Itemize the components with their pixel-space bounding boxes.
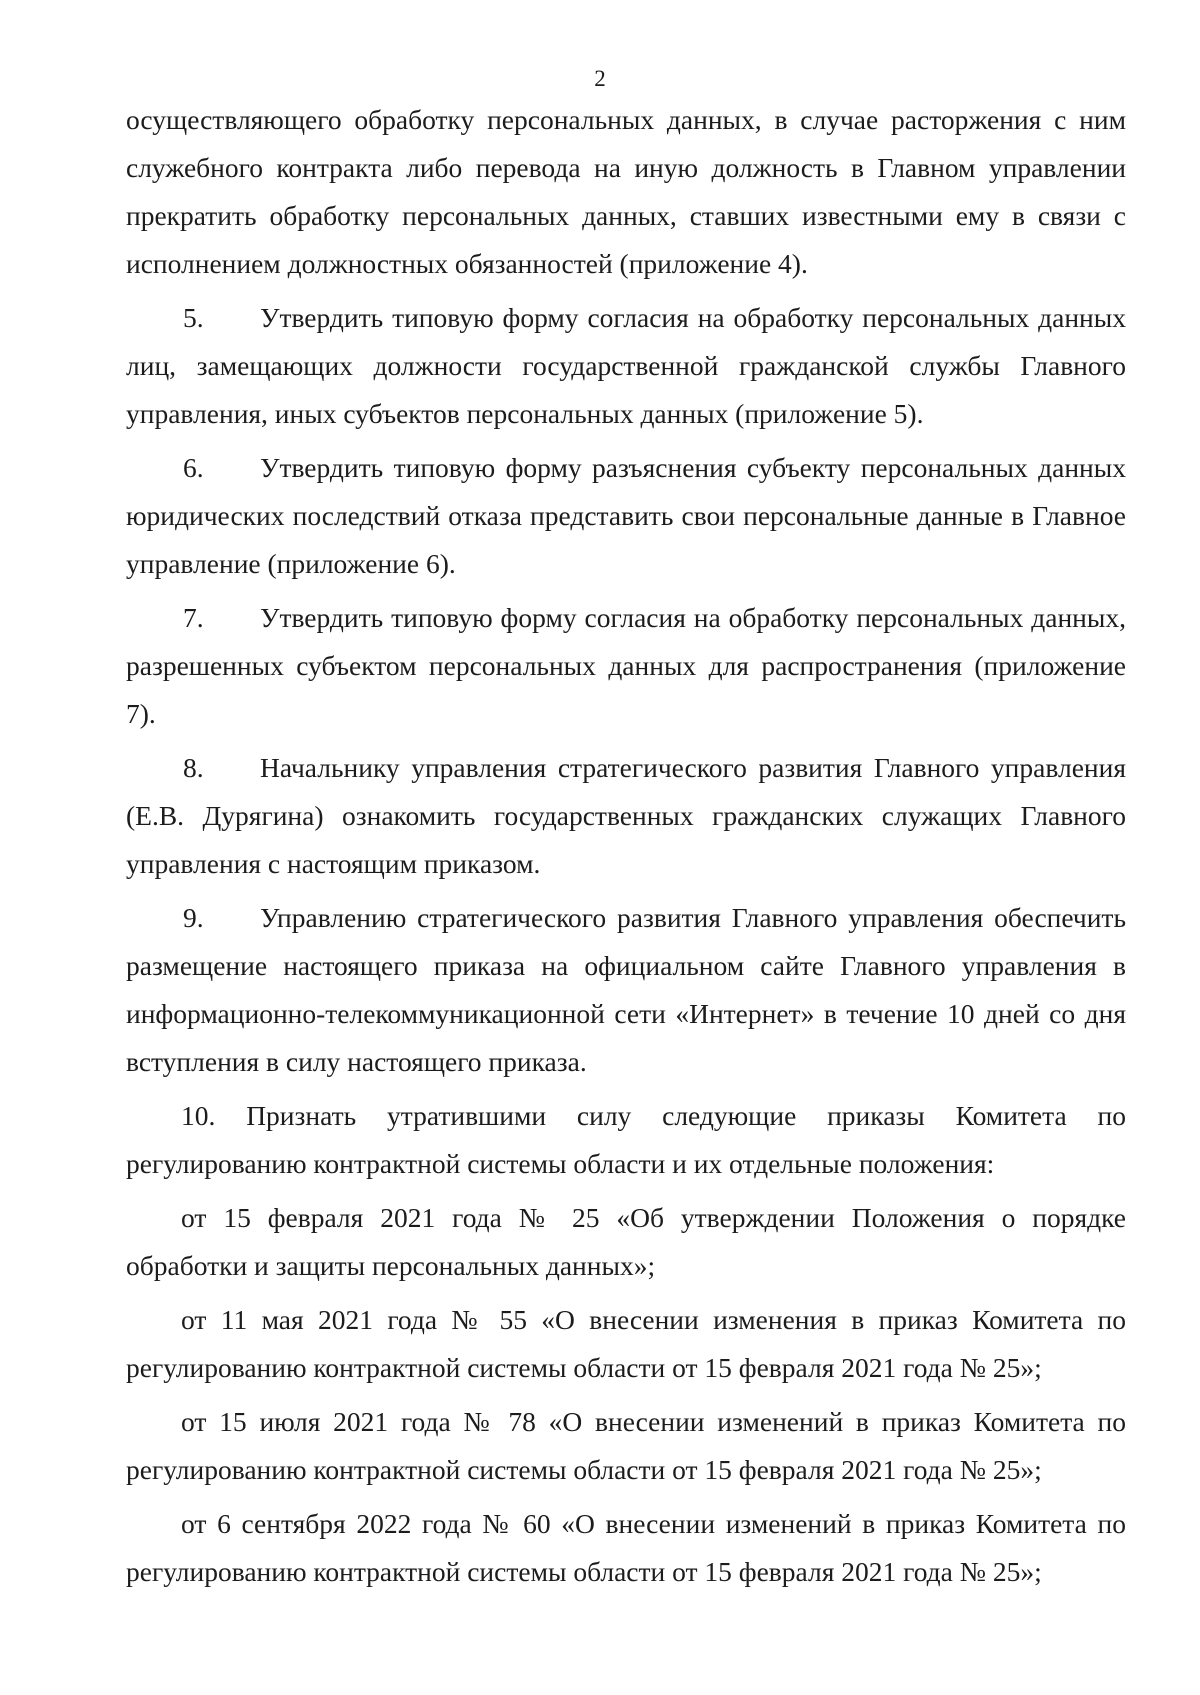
paragraph-item-5	[126, 294, 1126, 438]
item-number: 5.	[183, 302, 204, 333]
paragraph-item-10: 10. Признать утратившими силу следующие приказы Комитета по регулированию контрактной системы области и их отдельные положения:	[126, 1100, 1126, 1179]
repealed-order-3: от 15 июля 2021 года № 78 «О внесении изменений в приказ Комитета по регулированию контрактной системы области от 15 февраля 2021 года № 25»;	[126, 1406, 1126, 1485]
item-text: Управлению стратегического развития Главного управления обеспечить размещение настоящего приказа на официальном сайте Главного управления в информационно-телекоммуникационной сети «Интернет» в течение 10 дней со дня вступления в силу настоящего приказа.	[126, 902, 1126, 1077]
repealed-order-4: от 6 сентября 2022 года № 60 «О внесении изменений в приказ Комитета по регулированию контрактной системы области от 15 февраля 2021 года № 25»;	[126, 1508, 1126, 1587]
item-text: Утвердить типовую форму согласия на обработку персональных данных, разрешенных субъектом персональных данных для распространения (приложение 7).	[126, 602, 1126, 729]
item-text: Утвердить типовую форму согласия на обработку персональных данных лиц, замещающих должности государственной гражданской службы Главного управления, иных субъектов персональных данных (приложение 5).	[126, 302, 1126, 429]
paragraph-item-8	[126, 744, 1126, 888]
item-text: Утвердить типовую форму разъяснения субъекту персональных данных юридических последствий отказа представить свои персональные данные в Главное управление (приложение 6).	[126, 452, 1126, 579]
item-number: 8.	[183, 752, 204, 783]
document-body	[126, 96, 1126, 1596]
repealed-order-1: от 15 февраля 2021 года № 25 «Об утверждении Положения о порядке обработки и защиты персональных данных»;	[126, 1202, 1126, 1281]
item-number: 6.	[183, 452, 204, 483]
item-text: Начальнику управления стратегического развития Главного управления (Е.В. Дурягина) ознакомить государственных гражданских служащих Главного управления с настоящим приказом.	[126, 752, 1126, 879]
item-number: 7.	[183, 602, 204, 633]
paragraph-item4-continued: осуществляющего обработку персональных данных, в случае расторжения с ним служебного контракта либо перевода на иную должность в Главном управлении прекратить обработку персональных данных, ставших известными ему в связи с исполнением должностных обязанностей (приложение 4).	[126, 104, 1126, 279]
page-number: 2	[594, 66, 606, 91]
paragraph-item-7	[126, 594, 1126, 738]
item-number: 9.	[183, 902, 204, 933]
paragraph-item-9	[126, 894, 1126, 1086]
paragraph-item-6	[126, 444, 1126, 588]
repealed-order-2: от 11 мая 2021 года № 55 «О внесении изменения в приказ Комитета по регулированию контрактной системы области от 15 февраля 2021 года № 25»;	[126, 1304, 1126, 1383]
